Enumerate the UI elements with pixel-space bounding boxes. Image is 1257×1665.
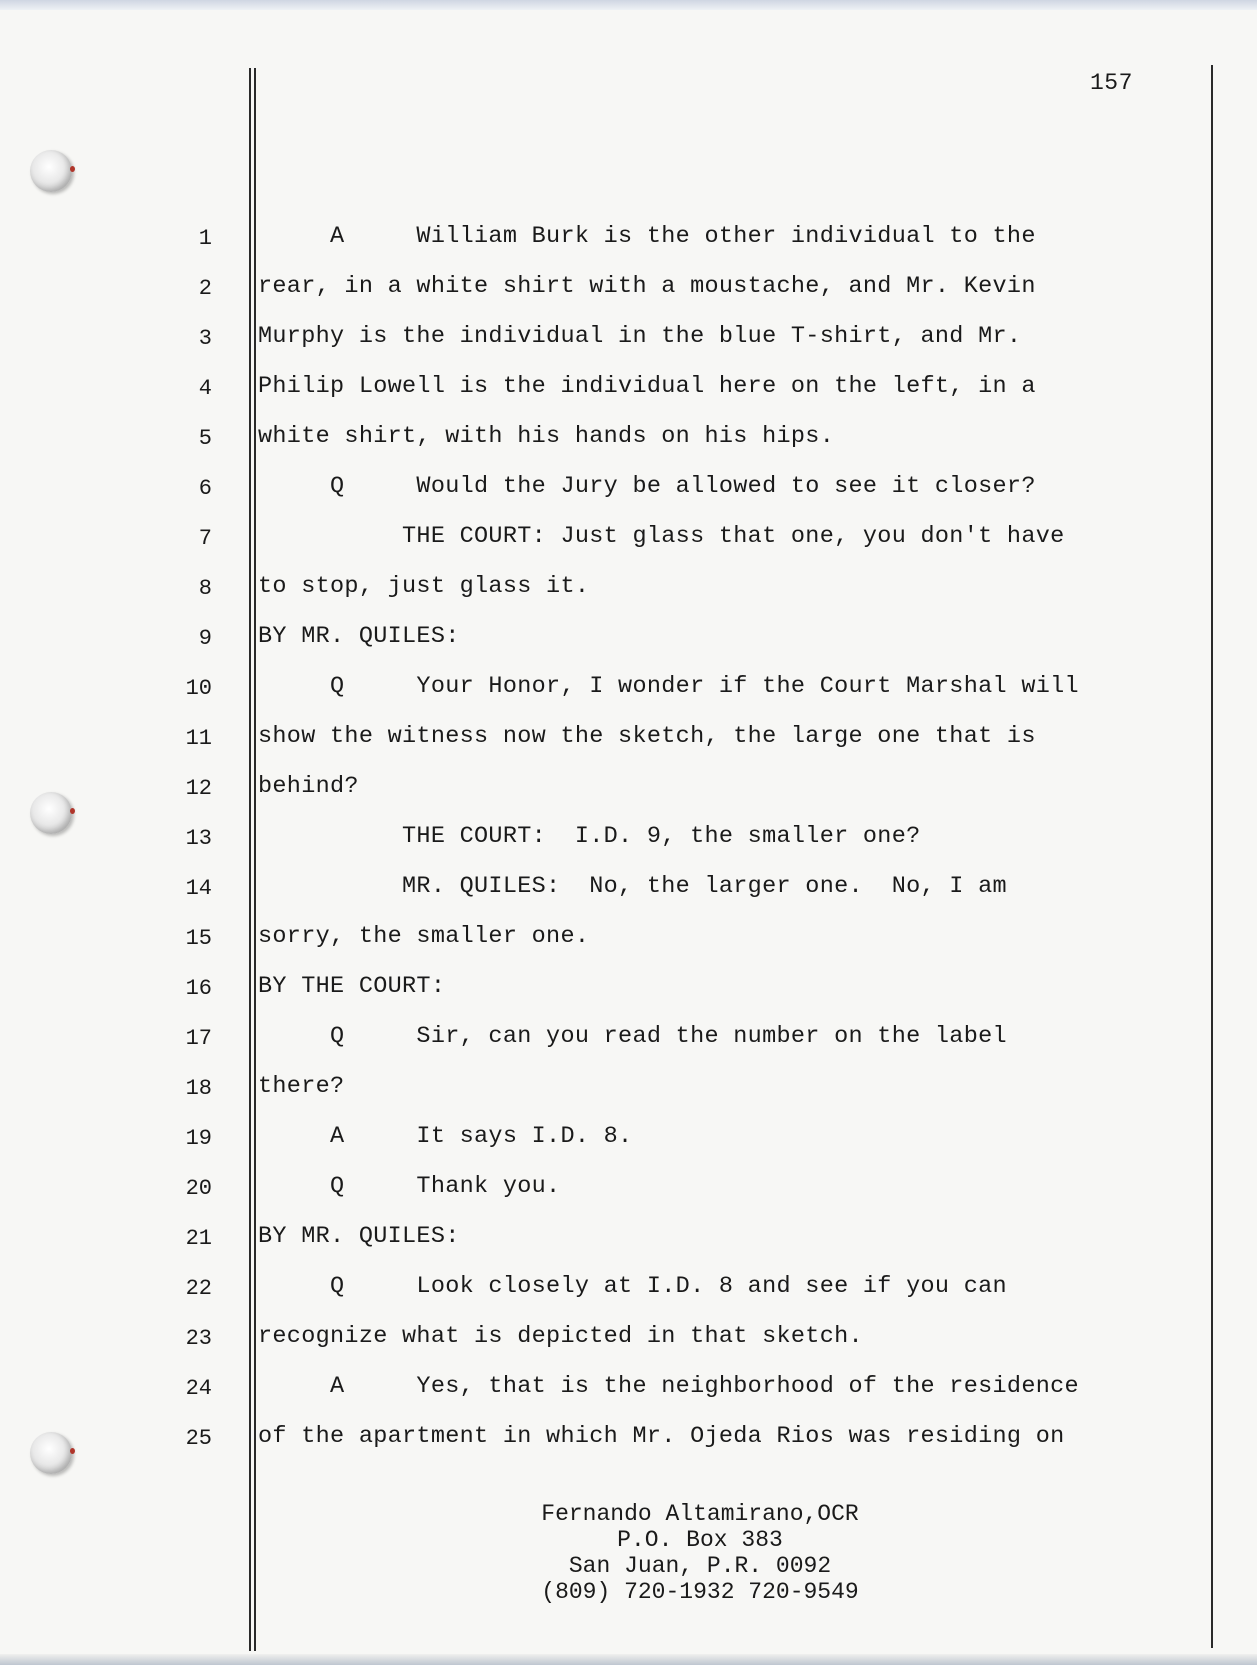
line-number: 4 <box>198 376 212 401</box>
transcript-line: Q Sir, can you read the number on the label <box>258 1023 1007 1050</box>
binder-hole-icon <box>30 792 72 834</box>
transcript-line: A Yes, that is the neighborhood of the residence <box>258 1373 1079 1400</box>
line-number: 5 <box>198 426 212 451</box>
transcript-line: BY MR. QUILES: <box>258 623 460 650</box>
line-number: 9 <box>198 626 212 651</box>
reporter-city: San Juan, P.R. 0092 <box>568 1553 832 1579</box>
line-number: 13 <box>185 826 212 851</box>
transcript-line: Murphy is the individual in the blue T-shirt, and Mr. <box>258 323 1022 350</box>
reporter-po-box: P.O. Box 383 <box>617 1527 783 1553</box>
transcript-line: there? <box>258 1073 345 1100</box>
line-number: 20 <box>185 1176 212 1201</box>
line-number: 12 <box>185 776 212 801</box>
line-number: 18 <box>185 1076 212 1101</box>
line-number: 14 <box>185 876 212 901</box>
transcript-line: THE COURT: I.D. 9, the smaller one? <box>258 823 921 850</box>
transcript-line: rear, in a white shirt with a moustache, and Mr. Kevin <box>258 273 1036 300</box>
right-margin-rule <box>1211 65 1213 1648</box>
transcript-line: recognize what is depicted in that sketch. <box>258 1323 863 1350</box>
line-number: 23 <box>185 1326 212 1351</box>
transcript-line: of the apartment in which Mr. Ojeda Rios was residing on <box>258 1423 1065 1450</box>
transcript-line: sorry, the smaller one. <box>258 923 590 950</box>
reporter-name: Fernando Altamirano,OCR <box>541 1501 859 1527</box>
line-number: 1 <box>198 226 212 251</box>
transcript-line: Q Your Honor, I wonder if the Court Marshal will <box>258 673 1079 700</box>
transcript-line: MR. QUILES: No, the larger one. No, I am <box>258 873 1007 900</box>
scan-top-edge <box>0 0 1257 10</box>
transcript-line: behind? <box>258 773 359 800</box>
transcript-line: A It says I.D. 8. <box>258 1123 633 1150</box>
page-number: 157 <box>1090 70 1133 96</box>
transcript-line: Q Thank you. <box>258 1173 561 1200</box>
scan-bottom-edge <box>0 1654 1257 1665</box>
line-number: 17 <box>185 1026 212 1051</box>
reporter-footer <box>420 1501 980 1605</box>
transcript-line: Q Look closely at I.D. 8 and see if you can <box>258 1273 1007 1300</box>
left-margin-rule <box>254 68 256 1651</box>
transcript-line: A William Burk is the other individual to the <box>258 223 1036 250</box>
binder-hole-icon <box>30 150 72 192</box>
transcript-line: BY MR. QUILES: <box>258 1223 460 1250</box>
line-number: 25 <box>185 1426 212 1451</box>
transcript-line: show the witness now the sketch, the large one that is <box>258 723 1036 750</box>
line-number: 2 <box>198 276 212 301</box>
line-number: 16 <box>185 976 212 1001</box>
line-number: 3 <box>198 326 212 351</box>
transcript-line: Philip Lowell is the individual here on the left, in a <box>258 373 1036 400</box>
left-margin-rule <box>249 68 251 1651</box>
line-number: 11 <box>185 726 212 751</box>
transcript-line: white shirt, with his hands on his hips. <box>258 423 835 450</box>
transcript-line: BY THE COURT: <box>258 973 446 1000</box>
line-number: 24 <box>185 1376 212 1401</box>
reporter-phone: (809) 720-1932 720-9549 <box>541 1579 859 1605</box>
line-number: 8 <box>198 576 212 601</box>
line-number: 22 <box>185 1276 212 1301</box>
line-number: 6 <box>198 476 212 501</box>
binder-hole-icon <box>30 1432 72 1474</box>
line-number: 21 <box>185 1226 212 1251</box>
transcript-line: THE COURT: Just glass that one, you don't have <box>258 523 1065 550</box>
line-number: 19 <box>185 1126 212 1151</box>
line-number: 7 <box>198 526 212 551</box>
line-number: 10 <box>185 676 212 701</box>
line-number: 15 <box>185 926 212 951</box>
transcript-line: to stop, just glass it. <box>258 573 590 600</box>
transcript-line: Q Would the Jury be allowed to see it closer? <box>258 473 1036 500</box>
